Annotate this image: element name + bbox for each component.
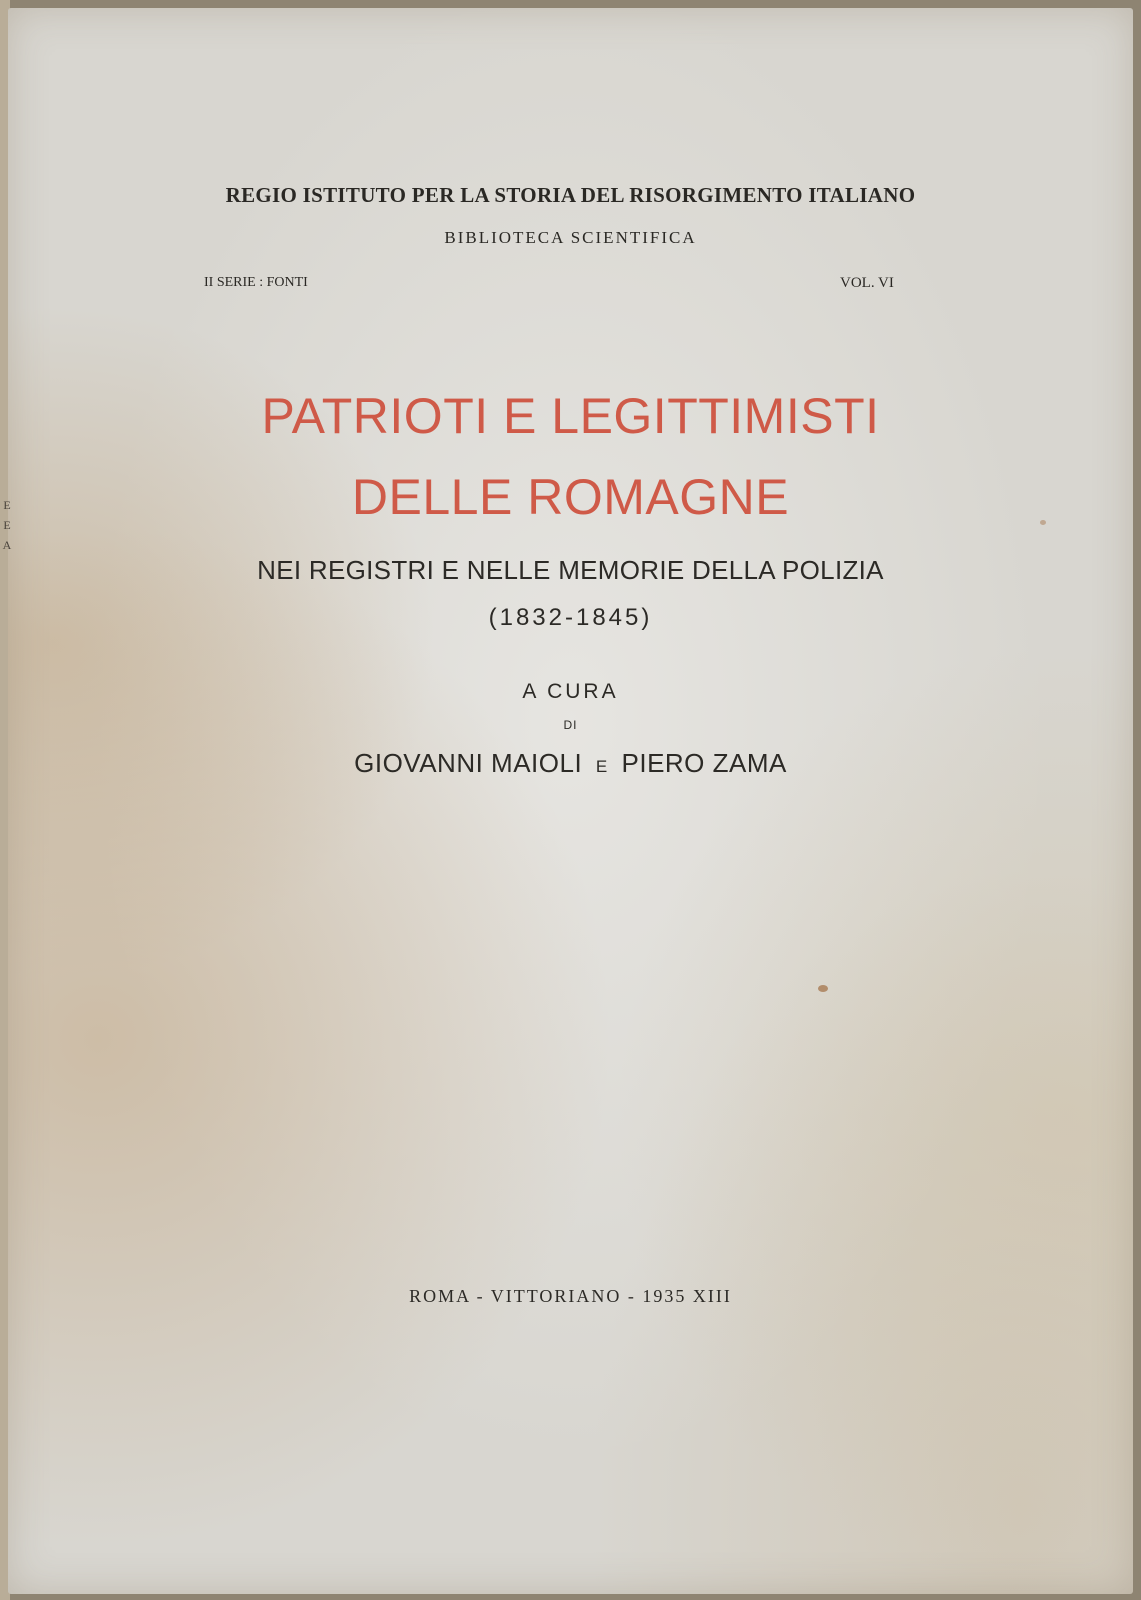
author-1: GIOVANNI MAIOLI [354,748,583,778]
paper-stain [1040,520,1046,525]
author-2: PIERO ZAMA [621,748,787,778]
author-conjunction: E [595,757,608,776]
institute-name: REGIO ISTITUTO PER LA STORIA DEL RISORGIMENTO ITALIANO [225,183,916,207]
title-line-1: PATRIOTI E LEGITTIMISTI [261,388,880,444]
spine-letter: E [3,518,11,532]
editor-intro: A CURA [522,680,619,703]
imprint: ROMA - VITTORIANO - 1935 XIII [409,1286,732,1306]
library-name: BIBLIOTECA SCIENTIFICA [444,228,697,247]
paper-stain [818,985,828,992]
spine-letter: E [3,498,11,512]
volume-label: VOL. VI [840,275,894,291]
editor-di: DI [563,718,578,732]
years-range: (1832-1845) [488,604,653,631]
authors [0,748,1141,779]
series-label: II SERIE : FONTI [204,275,308,290]
spine-letter: A [2,538,12,552]
title-line-2: DELLE ROMAGNE [351,469,790,525]
subtitle: NEI REGISTRI E NELLE MEMORIE DELLA POLIZIA [257,555,884,585]
